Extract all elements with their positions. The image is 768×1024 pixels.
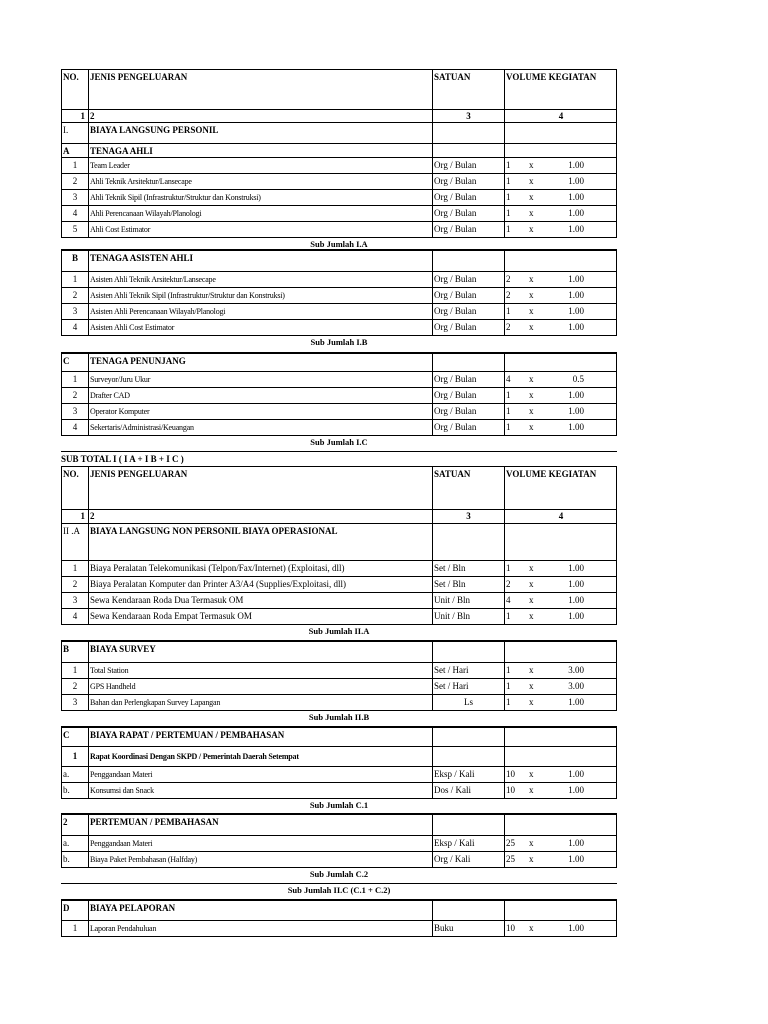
volume-times: x — [529, 665, 534, 675]
row-volume — [505, 609, 617, 624]
subgroup-title: Rapat Koordinasi Dengan SKPD / Pemerintah Daerah Setempat — [89, 747, 433, 766]
row-volume — [505, 158, 617, 173]
volume-value: 1.00 — [568, 390, 584, 400]
row-no: b. — [62, 852, 89, 867]
volume-value: 1.00 — [568, 274, 584, 284]
volume-times: x — [529, 274, 534, 284]
group-heading — [61, 900, 617, 921]
group-no: D — [62, 901, 89, 920]
header-no: NO. — [62, 70, 89, 109]
table-row — [61, 304, 617, 320]
group-no: B — [62, 642, 89, 662]
row-no: 3 — [62, 404, 89, 419]
header-satuan: SATUAN — [433, 467, 505, 509]
row-no: a. — [62, 767, 89, 782]
subtotal-row — [61, 799, 617, 814]
row-satuan: Set / Bln — [433, 577, 505, 592]
row-satuan: Org / Bulan — [433, 372, 505, 387]
row-jenis: Asisten Ahli Teknik Arsitektur/Lansecape — [89, 272, 433, 287]
subgroup-no: 1 — [62, 747, 89, 766]
budget-table — [61, 69, 617, 937]
subtotal-row — [61, 436, 617, 452]
grand-subtotal-label: SUB TOTAL I ( I A + I B + I C ) — [61, 454, 184, 464]
subtotal-row — [61, 868, 617, 884]
row-no: 5 — [62, 222, 89, 237]
subtotal-label: Sub Jumlah I.A — [310, 239, 368, 249]
subtotal-label: Sub Jumlah I.B — [310, 337, 368, 347]
volume-times: x — [529, 224, 534, 234]
volume-value: 1.00 — [568, 406, 584, 416]
row-volume — [505, 561, 617, 576]
row-jenis: Laporan Pendahuluan — [89, 921, 433, 936]
section-no: II .A — [62, 524, 89, 560]
volume-qty: 1 — [506, 192, 511, 202]
row-volume — [505, 420, 617, 435]
row-no: 3 — [62, 190, 89, 205]
row-volume — [505, 222, 617, 237]
table-row — [61, 836, 617, 852]
subtotal-label: Sub Jumlah I.C — [310, 437, 368, 447]
volume-value: 1.00 — [568, 306, 584, 316]
header-no: NO. — [62, 467, 89, 509]
volume-times: x — [529, 422, 534, 432]
row-satuan: Buku — [433, 921, 505, 936]
row-no: b. — [62, 783, 89, 798]
volume-qty: 2 — [506, 322, 511, 332]
header-jenis: JENIS PENGELUARAN — [89, 70, 433, 109]
row-jenis: Operator Komputer — [89, 404, 433, 419]
subtotal-row — [61, 711, 617, 727]
group-title: BIAYA SURVEY — [89, 642, 433, 662]
row-jenis: Drafter CAD — [89, 388, 433, 403]
index-satuan: 3 — [433, 110, 505, 122]
table-row — [61, 388, 617, 404]
volume-times: x — [529, 923, 534, 933]
volume-value: 1.00 — [568, 422, 584, 432]
row-volume — [505, 272, 617, 287]
row-jenis: Biaya Paket Pembahasan (Halfday) — [89, 852, 433, 867]
group-heading — [61, 727, 617, 747]
row-satuan: Unit / Bln — [433, 609, 505, 624]
subtotal-row — [61, 884, 617, 900]
volume-qty: 1 — [506, 224, 511, 234]
volume-value: 1.00 — [568, 160, 584, 170]
row-no: 4 — [62, 420, 89, 435]
volume-times: x — [529, 160, 534, 170]
section-title: BIAYA LANGSUNG NON PERSONIL BIAYA OPERASIONAL — [89, 524, 433, 560]
volume-times: x — [529, 192, 534, 202]
group-title: BIAYA PELAPORAN — [89, 901, 433, 920]
volume-value: 3.00 — [568, 681, 584, 691]
subtotal-row — [61, 625, 617, 641]
volume-times: x — [529, 290, 534, 300]
row-jenis: Surveyor/Juru Ukur — [89, 372, 433, 387]
volume-times: x — [529, 611, 534, 621]
row-no: a. — [62, 836, 89, 851]
row-jenis: Asisten Ahli Teknik Sipil (Infrastruktur/Struktur dan Konstruksi) — [89, 288, 433, 303]
table-row — [61, 609, 617, 625]
volume-value: 0.5 — [572, 374, 584, 384]
volume-times: x — [529, 322, 534, 332]
index-no: 1 — [62, 510, 89, 523]
row-no: 1 — [62, 561, 89, 576]
row-satuan: Org / Bulan — [433, 158, 505, 173]
row-jenis: Team Leader — [89, 158, 433, 173]
row-no: 3 — [62, 593, 89, 608]
volume-times: x — [529, 854, 534, 864]
volume-times: x — [529, 785, 534, 795]
volume-value: 1.00 — [568, 563, 584, 573]
volume-value: 1.00 — [568, 322, 584, 332]
volume-value: 1.00 — [568, 854, 584, 864]
volume-value: 1.00 — [568, 176, 584, 186]
row-satuan: Org / Bulan — [433, 304, 505, 319]
volume-qty: 1 — [506, 563, 511, 573]
row-satuan: Org / Bulan — [433, 288, 505, 303]
row-jenis: Asisten Ahli Perencanaan Wilayah/Planologi — [89, 304, 433, 319]
group-title: TENAGA ASISTEN AHLI — [89, 251, 433, 271]
group-heading — [61, 144, 617, 158]
row-no: 3 — [62, 695, 89, 710]
group-no: A — [62, 144, 89, 157]
row-satuan: Org / Bulan — [433, 222, 505, 237]
row-satuan: Org / Bulan — [433, 206, 505, 221]
volume-qty: 1 — [506, 306, 511, 316]
row-jenis: GPS Handheld — [89, 679, 433, 694]
index-volume: 4 — [558, 511, 564, 521]
subtotal-label: Sub Jumlah II.C (C.1 + C.2) — [287, 885, 391, 895]
subgroup-heading — [61, 814, 617, 836]
row-volume — [505, 783, 617, 798]
row-volume — [505, 304, 617, 319]
subgroup-title: PERTEMUAN / PEMBAHASAN — [89, 815, 433, 835]
row-no: 2 — [62, 174, 89, 189]
grand-subtotal-row — [61, 452, 617, 466]
table-row — [61, 320, 617, 336]
row-jenis: Bahan dan Perlengkapan Survey Lapangan — [89, 695, 433, 710]
row-no: 4 — [62, 320, 89, 335]
row-satuan: Set / Hari — [433, 663, 505, 678]
volume-value: 1.00 — [568, 224, 584, 234]
row-satuan: Set / Bln — [433, 561, 505, 576]
row-satuan: Org / Bulan — [433, 404, 505, 419]
index-satuan: 3 — [433, 510, 505, 523]
row-no: 4 — [62, 609, 89, 624]
table-header-row — [61, 69, 617, 110]
table-row — [61, 852, 617, 868]
row-no: 1 — [62, 921, 89, 936]
group-no: B — [62, 251, 89, 271]
volume-value: 1.00 — [568, 611, 584, 621]
volume-value: 1.00 — [568, 579, 584, 589]
row-volume — [505, 372, 617, 387]
group-heading — [61, 250, 617, 272]
row-no: 1 — [62, 663, 89, 678]
row-satuan: Org / Bulan — [433, 420, 505, 435]
row-satuan: Dos / Kali — [433, 783, 505, 798]
row-volume — [505, 206, 617, 221]
group-no: C — [62, 728, 89, 746]
table-row — [61, 372, 617, 388]
row-satuan: Org / Bulan — [433, 190, 505, 205]
table-row — [61, 174, 617, 190]
row-no: 2 — [62, 288, 89, 303]
row-no: 1 — [62, 272, 89, 287]
index-jenis: 2 — [89, 110, 433, 122]
volume-times: x — [529, 563, 534, 573]
table-row — [61, 404, 617, 420]
volume-times: x — [529, 595, 534, 605]
row-jenis: Asisten Ahli Cost Estimator — [89, 320, 433, 335]
volume-qty: 1 — [506, 176, 511, 186]
header-volume: VOLUME KEGIATAN — [506, 469, 597, 479]
table-row — [61, 767, 617, 783]
table-row — [61, 272, 617, 288]
group-title: TENAGA PENUNJANG — [89, 354, 433, 371]
row-no: 1 — [62, 372, 89, 387]
volume-times: x — [529, 681, 534, 691]
row-jenis: Ahli Teknik Arsitektur/Lansecape — [89, 174, 433, 189]
table-row — [61, 783, 617, 799]
volume-value: 1.00 — [568, 769, 584, 779]
row-volume — [505, 288, 617, 303]
header-satuan: SATUAN — [433, 70, 505, 109]
table-row — [61, 190, 617, 206]
row-satuan: Eksp / Kali — [433, 767, 505, 782]
header-volume: VOLUME KEGIATAN — [506, 72, 597, 82]
volume-qty: 2 — [506, 274, 511, 284]
volume-qty: 1 — [506, 208, 511, 218]
volume-qty: 4 — [506, 595, 511, 605]
row-jenis: Sekertaris/Administrasi/Keuangan — [89, 420, 433, 435]
subtotal-label: Sub Jumlah II.A — [308, 626, 370, 636]
volume-qty: 10 — [506, 769, 515, 779]
row-volume — [505, 921, 617, 936]
row-volume — [505, 388, 617, 403]
row-satuan: Org / Bulan — [433, 174, 505, 189]
subgroup-heading — [61, 747, 617, 767]
subtotal-label: Sub Jumlah C.1 — [309, 800, 369, 810]
volume-qty: 1 — [506, 681, 511, 691]
table-header-row — [61, 466, 617, 510]
table-row — [61, 158, 617, 174]
group-heading — [61, 353, 617, 372]
group-heading — [61, 641, 617, 663]
column-index-row — [61, 510, 617, 524]
table-row — [61, 288, 617, 304]
row-satuan: Org / Kali — [433, 852, 505, 867]
volume-qty: 1 — [506, 422, 511, 432]
table-row — [61, 561, 617, 577]
row-jenis: Biaya Peralatan Komputer dan Printer A3/A4 (Supplies/Exploitasi, dll) — [89, 577, 433, 592]
row-jenis: Total Station — [89, 663, 433, 678]
table-row — [61, 420, 617, 436]
table-row — [61, 222, 617, 238]
volume-value: 1.00 — [568, 838, 584, 848]
section-heading — [61, 123, 617, 144]
table-row — [61, 663, 617, 679]
row-no: 2 — [62, 577, 89, 592]
group-no: C — [62, 354, 89, 371]
volume-times: x — [529, 390, 534, 400]
row-satuan: Ls — [433, 695, 505, 710]
row-volume — [505, 577, 617, 592]
column-index-row — [61, 110, 617, 123]
volume-value: 1.00 — [568, 208, 584, 218]
subtotal-label: Sub Jumlah C.2 — [309, 869, 369, 879]
table-row — [61, 206, 617, 222]
row-volume — [505, 320, 617, 335]
row-jenis: Biaya Peralatan Telekomunikasi (Telpon/Fax/Internet) (Exploitasi, dll) — [89, 561, 433, 576]
row-volume — [505, 404, 617, 419]
row-jenis: Penggandaan Materi — [89, 836, 433, 851]
row-volume — [505, 767, 617, 782]
table-row — [61, 593, 617, 609]
table-row — [61, 921, 617, 937]
subtotal-row — [61, 336, 617, 353]
row-no: 3 — [62, 304, 89, 319]
table-row — [61, 679, 617, 695]
section-no: I. — [62, 123, 89, 143]
volume-value: 1.00 — [568, 923, 584, 933]
table-row — [61, 695, 617, 711]
volume-times: x — [529, 176, 534, 186]
volume-qty: 1 — [506, 406, 511, 416]
subtotal-label: Sub Jumlah II.B — [308, 712, 370, 722]
volume-qty: 10 — [506, 785, 515, 795]
volume-value: 1.00 — [568, 785, 584, 795]
volume-value: 1.00 — [568, 290, 584, 300]
row-jenis: Ahli Perencanaan Wilayah/Planologi — [89, 206, 433, 221]
volume-qty: 4 — [506, 374, 511, 384]
volume-qty: 1 — [506, 160, 511, 170]
row-volume — [505, 174, 617, 189]
row-satuan: Org / Bulan — [433, 272, 505, 287]
volume-qty: 1 — [506, 611, 511, 621]
volume-qty: 2 — [506, 290, 511, 300]
volume-value: 1.00 — [568, 595, 584, 605]
row-volume — [505, 852, 617, 867]
row-satuan: Unit / Bln — [433, 593, 505, 608]
volume-times: x — [529, 697, 534, 707]
volume-qty: 25 — [506, 854, 515, 864]
volume-times: x — [529, 406, 534, 416]
subtotal-row — [61, 238, 617, 250]
row-volume — [505, 695, 617, 710]
volume-qty: 2 — [506, 579, 511, 589]
row-jenis: Ahli Cost Estimator — [89, 222, 433, 237]
row-jenis: Konsumsi dan Snack — [89, 783, 433, 798]
row-jenis: Ahli Teknik Sipil (Infrastruktur/Struktur dan Konstruksi) — [89, 190, 433, 205]
volume-times: x — [529, 208, 534, 218]
volume-times: x — [529, 374, 534, 384]
row-jenis: Penggandaan Materi — [89, 767, 433, 782]
table-row — [61, 577, 617, 593]
section-title: BIAYA LANGSUNG PERSONIL — [89, 123, 433, 143]
row-volume — [505, 836, 617, 851]
index-no: 1 — [62, 110, 89, 122]
group-title: BIAYA RAPAT / PERTEMUAN / PEMBAHASAN — [89, 728, 433, 746]
volume-times: x — [529, 579, 534, 589]
volume-qty: 1 — [506, 390, 511, 400]
index-volume: 4 — [558, 111, 564, 121]
row-volume — [505, 593, 617, 608]
row-no: 2 — [62, 388, 89, 403]
row-satuan: Org / Bulan — [433, 320, 505, 335]
row-volume — [505, 190, 617, 205]
row-no: 4 — [62, 206, 89, 221]
row-volume — [505, 679, 617, 694]
volume-times: x — [529, 838, 534, 848]
volume-qty: 1 — [506, 697, 511, 707]
volume-times: x — [529, 769, 534, 779]
volume-qty: 25 — [506, 838, 515, 848]
row-no: 1 — [62, 158, 89, 173]
section-heading — [61, 524, 617, 561]
volume-qty: 10 — [506, 923, 515, 933]
row-jenis: Sewa Kendaraan Roda Dua Termasuk OM — [89, 593, 433, 608]
row-volume — [505, 663, 617, 678]
volume-value: 1.00 — [568, 697, 584, 707]
row-satuan: Org / Bulan — [433, 388, 505, 403]
row-no: 2 — [62, 679, 89, 694]
volume-qty: 1 — [506, 665, 511, 675]
volume-value: 3.00 — [568, 665, 584, 675]
subgroup-no: 2 — [62, 815, 89, 835]
header-jenis: JENIS PENGELUARAN — [89, 467, 433, 509]
row-satuan: Eksp / Kali — [433, 836, 505, 851]
volume-times: x — [529, 306, 534, 316]
volume-value: 1.00 — [568, 192, 584, 202]
group-title: TENAGA AHLI — [89, 144, 433, 157]
row-jenis: Sewa Kendaraan Roda Empat Termasuk OM — [89, 609, 433, 624]
row-satuan: Set / Hari — [433, 679, 505, 694]
index-jenis: 2 — [89, 510, 433, 523]
